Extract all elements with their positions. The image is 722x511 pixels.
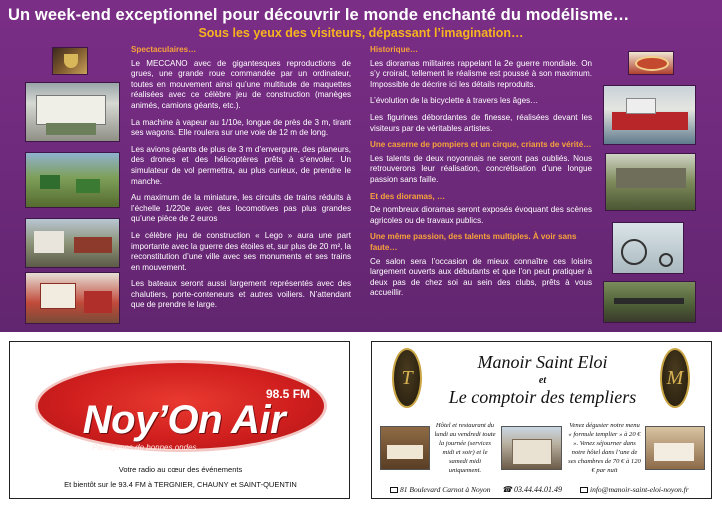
manoir-title: Manoir Saint Eloi (477, 352, 608, 372)
manoir-ad (371, 341, 712, 499)
paragraph: Les bateaux seront aussi largement représentés avec des chalutiers, porte-conteneurs et autres voiliers. N’attendant que de prendre le large. (131, 279, 351, 310)
restaurant-photo (380, 426, 430, 470)
hotel-room-photo (645, 426, 705, 470)
radio-name: Noy’On Air (82, 398, 286, 442)
train-layout-photo (25, 218, 120, 268)
email-text: info@manoir-saint-eloi-noyon.fr (590, 485, 689, 494)
paragraph: Ce salon sera l’occasion de mieux connaître ces loisirs largement ouverts aux débutants et que l’on peut pratiquer à deux pas de chez soi au sein des clubs, prêts à vous accueillir. (370, 256, 592, 298)
paragraph: Les dioramas militaires rappelant la 2e guerre mondiale. On s’y croirait, tellement le réalisme est poussé à son maximum. Impossible de décrire ici les détails reproduits. (370, 58, 592, 89)
meccano-model-photo (25, 82, 120, 142)
ship-model-photo (603, 85, 696, 145)
manor-building-photo (501, 426, 562, 470)
text-column-spectaculaires (131, 45, 351, 317)
circus-model-photo (628, 51, 674, 75)
menu-offer-text: Venez déguster notre menu « formule templier » à 20 € ». Venez séjourner dans notre hôtel dans l’une de ses chambres de 70 € à 120 € par nuit (568, 422, 641, 474)
paragraph: Le célèbre jeu de construction « Lego » aura une part importante avec la guerre des étoiles et, sur plus de 20 m², la reconstitution d’une ville avec ses monuments et ses trains en mouvement. (131, 230, 351, 272)
mail-envelope-icon (390, 487, 398, 493)
section-heading: Une même passion, des talents multiples. À voir sans faute… (370, 232, 577, 252)
manoir-medallion-icon: M (660, 348, 690, 408)
radio-frequency: 98.5 FM (266, 387, 311, 401)
paragraph: Au maximum de la miniature, les circuits de trains réduits à l’échelle 1/220e avec des locomotives pas plus grandes qu’une pièce de 2 euros (131, 193, 351, 224)
paragraph: Le MECCANO avec de gigantesques reproductions de grues, une grande roue commandée par un ordinateur, toutes en mouvement ainsi qu’une multitude de maquettes réalisées avec ce célèbre jeu de construction (manèges animés, camions géants, etc.). (131, 58, 351, 110)
section-passion (370, 232, 592, 299)
email[interactable] (580, 485, 689, 494)
manoir-subtitle: Le comptoir des templiers (448, 387, 637, 407)
railway-diorama-photo (603, 281, 696, 323)
headline: Un week-end exceptionnel pour découvrir le monde enchanté du modélisme… (8, 6, 630, 24)
paragraph: Les figurines débordantes de finesse, réalisées devant les visiteurs par de véritables artistes. (370, 112, 592, 133)
phone (502, 485, 562, 494)
military-diorama-photo (605, 153, 696, 211)
radio-coverage: Et bientôt sur le 93.4 FM à TERGNIER, CHAUNY et SAINT-QUENTIN (64, 480, 297, 489)
paragraph: Les talents de deux noyonnais ne seront pas oubliés. Nous retrouverons leur réalisation, concrétisation d’une longue passion sans faille. (370, 153, 592, 184)
phone-text: 03.44.44.01.49 (513, 485, 562, 494)
radio-slogan: Votre radio au cœur des événements (118, 465, 243, 474)
fire-station-photo (25, 272, 120, 324)
section-heading: Une caserne de pompiers et un cirque, criants de vérité… (370, 140, 592, 150)
address (390, 485, 491, 494)
section-heading: Historique… (370, 45, 419, 54)
section-heading: Spectaculaires… (131, 45, 197, 54)
radio-ad (9, 341, 350, 499)
paragraph: L’évolution de la bicyclette à travers les âges… (370, 96, 539, 106)
section-heading: Et des dioramas, … (370, 191, 446, 201)
manoir-conjunction: et (538, 375, 547, 386)
bicycle-photo (612, 222, 684, 274)
paragraph: Les avions géants de plus de 3 m d’envergure, des planeurs, des drones et des hélicoptères prêts à s’envoler. Un simulateur de vol permettra, au plus curieux, de prendre le manche. (131, 144, 351, 186)
tractor-diorama-photo (25, 152, 120, 208)
templier-medallion-icon: T (392, 348, 422, 408)
paragraph: La machine à vapeur au 1/10e, longue de près de 3 m, tirant ses wagons. Elle roulera sur une voie de 12 m de long. (131, 117, 351, 138)
section-historique (370, 45, 592, 134)
section-dioramas (370, 192, 592, 227)
address-text: 81 Boulevard Carnot à Noyon (400, 485, 491, 494)
phone-icon: ☎ (502, 485, 512, 494)
subheadline: Sous les yeux des visiteurs, dépassant l’imagination… (198, 26, 524, 40)
paragraph: De nombreux dioramas seront exposés évoquant des scènes agricoles ou de travaux publics. (370, 205, 592, 225)
text-column-historique (370, 45, 592, 305)
hours-text: Hôtel et restaurant du lundi au vendredi toute la journée (services midi et soir) et le samedi midi uniquement. (434, 422, 496, 474)
email-icon (580, 487, 588, 493)
radio-logo (35, 360, 327, 452)
trophy-photo (52, 47, 88, 75)
section-caserne (370, 140, 592, 185)
radio-tagline: Partageons de bonnes ondes (92, 443, 197, 452)
